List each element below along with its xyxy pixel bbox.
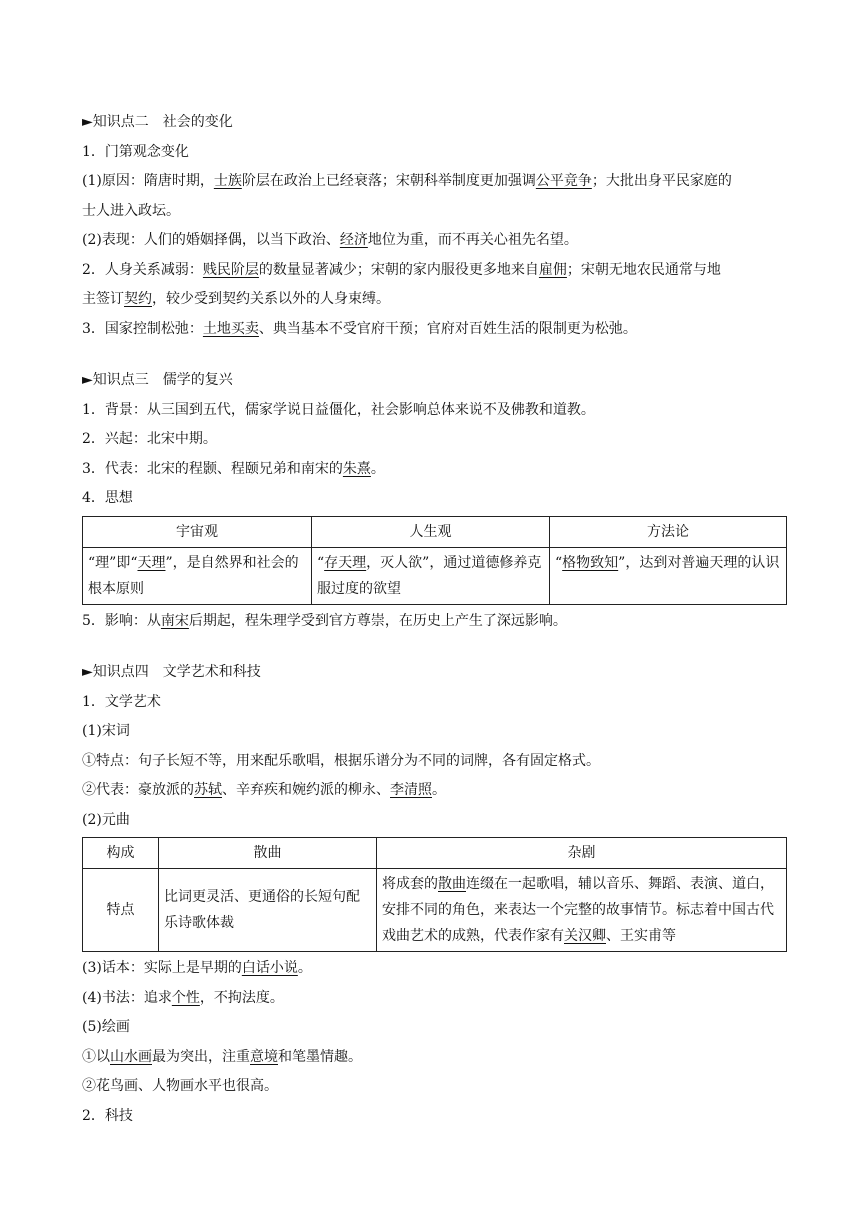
answer-blank: 关汉卿	[564, 928, 606, 944]
paragraph: (3)话本：实际上是早期的白话小说。	[82, 960, 312, 976]
list-item: 3．代表：北宋的程颢、程颐兄弟和南宋的朱熹。	[82, 460, 385, 477]
list-item: 1．文学艺术	[82, 693, 161, 710]
list-item: 5．影响：从南宋后期起，程朱理学受到官方尊崇，在历史上产生了深远影响。	[82, 612, 567, 629]
answer-blank: 意境	[250, 1048, 278, 1065]
answer-blank: 山水画	[110, 1048, 152, 1065]
list-item: 4．思想	[82, 490, 133, 506]
table-row	[83, 869, 787, 952]
table-row	[83, 547, 787, 604]
answer-blank: 朱熹	[342, 460, 371, 477]
answer-blank: 土地买卖	[202, 320, 259, 337]
list-item: 2．兴起：北宋中期。	[82, 431, 217, 447]
table-header-cell: 人生观	[312, 516, 550, 547]
paragraph: ①以山水画最为突出，注重意境和笔墨情趣。	[82, 1048, 362, 1065]
table-header-cell: 构成	[83, 838, 159, 869]
table-cell: 比词更灵活、更通俗的长短句配乐诗歌体裁	[159, 869, 377, 952]
thought-table	[82, 516, 787, 605]
paragraph: 主签订契约，较少受到契约关系以外的人身束缚。	[82, 291, 390, 307]
paragraph: ②代表：豪放派的苏轼、辛弃疾和婉约派的柳永、李清照。	[82, 782, 446, 798]
list-item: 1．背景：从三国到五代，儒家学说日益僵化，社会影响总体来说不及佛教和道教。	[82, 401, 595, 418]
table-cell: 特点	[83, 869, 159, 952]
answer-blank: 李清照	[390, 782, 432, 798]
table-header-row	[83, 838, 787, 869]
sub-heading: (2)元曲	[82, 811, 130, 828]
table-cell: “格物致知”，达到对普遍天理的认识	[550, 547, 787, 604]
answer-blank: 格物致知	[562, 554, 619, 571]
list-item: 1．门第观念变化	[82, 143, 189, 160]
paragraph: (1)原因：隋唐时期，士族阶层在政治上已经衰落；宋朝科举制度更加强调公平竞争；大批出身平民家庭的	[82, 173, 732, 189]
paragraph: (2)表现：人们的婚姻择偶，以当下政治、经济地位为重，而不再关心祖先名望。	[82, 232, 578, 248]
paragraph: ①特点：句子长短不等，用来配乐歌唱，根据乐谱分为不同的词牌，各有固定格式。	[82, 752, 600, 769]
answer-blank: 散曲	[438, 876, 466, 892]
yuanqu-table	[82, 837, 787, 952]
table-cell: “存天理，灭人欲”，通过道德修养克服过度的欲望	[312, 547, 550, 604]
section-heading: ►知识点四 文学艺术和科技	[82, 664, 261, 680]
sub-heading: (5)绘画	[82, 1019, 130, 1035]
answer-blank: 士族	[213, 173, 242, 189]
document-page	[82, 108, 788, 1131]
answer-blank: 白话小说	[241, 960, 298, 976]
answer-blank: 贱民阶层	[202, 261, 259, 278]
answer-blank: 苏轼	[194, 782, 222, 798]
table-header-cell: 散曲	[159, 838, 377, 869]
paragraph: 3．国家控制松弛：土地买卖、典当基本不受官府干预；官府对百姓生活的限制更为松弛。	[82, 320, 637, 337]
paragraph: 2．人身关系减弱：贱民阶层的数量显著减少；宋朝的家内服役更多地来自雇佣；宋朝无地农民通常与地	[82, 261, 721, 278]
answer-blank: 南宋	[160, 612, 189, 629]
table-cell: 将成套的散曲连缀在一起歌唱，辅以音乐、舞蹈、表演、道白，安排不同的角色，来表达一个完整的故事情节。标志着中国古代戏曲艺术的成熟，代表作家有关汉卿、王实甫等	[377, 869, 787, 952]
paragraph: (4)书法：追求个性，不拘法度。	[82, 989, 284, 1006]
answer-blank: 天理	[137, 554, 166, 571]
sub-heading: (1)宋词	[82, 723, 130, 739]
list-item: 2．科技	[82, 1107, 133, 1124]
answer-blank: 公平竞争	[535, 173, 592, 189]
table-header-row	[83, 516, 787, 547]
answer-blank: 契约	[124, 291, 152, 307]
answer-blank: 存天理	[324, 554, 367, 571]
section-heading: ►知识点二 社会的变化	[82, 114, 233, 130]
answer-blank: 经济	[339, 232, 368, 248]
table-header-cell: 方法论	[550, 516, 787, 547]
answer-blank: 个性	[171, 989, 200, 1006]
paragraph: ②花鸟画、人物画水平也很高。	[82, 1078, 278, 1094]
answer-blank: 雇佣	[538, 261, 567, 278]
table-header-cell: 杂剧	[377, 838, 787, 869]
table-header-cell: 宇宙观	[83, 516, 312, 547]
section-heading: ►知识点三 儒学的复兴	[82, 372, 233, 388]
table-cell: “理”即“天理”，是自然界和社会的根本原则	[83, 547, 312, 604]
paragraph: 士人进入政坛。	[82, 202, 180, 219]
